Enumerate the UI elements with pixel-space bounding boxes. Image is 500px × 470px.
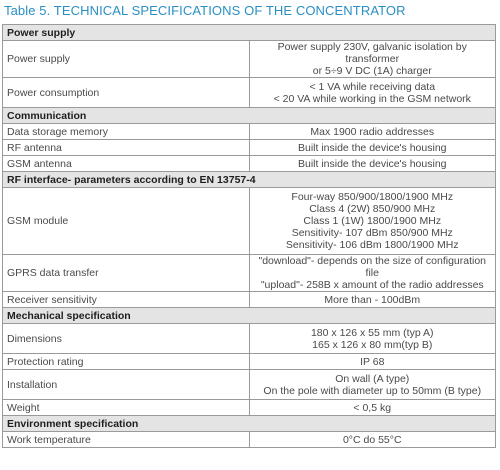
section-heading: RF interface- parameters according to EN 13757-4	[3, 172, 496, 188]
table-row	[3, 156, 496, 172]
row-value	[249, 140, 496, 156]
spec-table	[2, 24, 496, 448]
row-value	[249, 255, 496, 292]
value-line: 0°C do 55°C	[342, 433, 402, 446]
value-line: or 5÷9 V DC (1A) charger	[312, 65, 432, 77]
value-line: < 0,5 kg	[353, 401, 392, 414]
section-header-row	[3, 108, 496, 124]
table-row	[3, 324, 496, 354]
row-label: Power consumption	[3, 78, 250, 108]
table-row	[3, 292, 496, 308]
row-label: Protection rating	[3, 354, 250, 370]
table-row	[3, 124, 496, 140]
row-value	[249, 292, 496, 308]
row-label: GSM module	[3, 188, 250, 255]
section-header-row	[3, 172, 496, 188]
value-line: Built inside the device's housing	[297, 157, 447, 170]
row-label: GSM antenna	[3, 156, 250, 172]
row-label: Receiver sensitivity	[3, 292, 250, 308]
value-line: < 1 VA while receiving data	[309, 80, 436, 93]
section-header-row	[3, 308, 496, 324]
value-line: < 20 VA while working in the GSM network	[273, 92, 471, 105]
value-line: Sensitivity- 107 dBm 850/900 MHz	[291, 227, 453, 239]
value-line: More than - 100dBm	[324, 293, 421, 306]
table-title: Table 5. TECHNICAL SPECIFICATIONS OF THE CONCENTRATOR	[4, 3, 406, 18]
row-label: Power supply	[3, 41, 250, 78]
table-row	[3, 78, 496, 108]
table-row	[3, 140, 496, 156]
section-heading: Environment specification	[3, 416, 496, 432]
row-label: Work temperature	[3, 432, 250, 448]
table-row	[3, 354, 496, 370]
value-line: Four-way 850/900/1800/1900 MHz	[291, 191, 454, 203]
row-label: Dimensions	[3, 324, 250, 354]
row-value	[249, 324, 496, 354]
value-line: On wall (A type)	[335, 372, 410, 385]
section-header-row	[3, 25, 496, 41]
row-value	[249, 354, 496, 370]
value-line: Sensitivity- 106 dBm 1800/1900 MHz	[285, 239, 459, 251]
section-header-row	[3, 416, 496, 432]
value-line: "upload"- 258B x amount of the radio addresses	[260, 279, 484, 291]
row-value	[249, 41, 496, 78]
row-label: Weight	[3, 400, 250, 416]
row-label: GPRS data transfer	[3, 255, 250, 292]
row-value	[249, 188, 496, 255]
row-value	[249, 400, 496, 416]
row-value	[249, 124, 496, 140]
table-row	[3, 255, 496, 292]
table-row	[3, 41, 496, 78]
row-label: Data storage memory	[3, 124, 250, 140]
section-heading: Mechanical specification	[3, 308, 496, 324]
table-row	[3, 400, 496, 416]
section-heading: Power supply	[3, 25, 496, 41]
table-row	[3, 370, 496, 400]
row-label: RF antenna	[3, 140, 250, 156]
section-heading: Communication	[3, 108, 496, 124]
value-line: Class 1 (1W) 1800/1900 MHz	[303, 215, 442, 227]
row-label: Installation	[3, 370, 250, 400]
value-line: Max 1900 radio addresses	[310, 125, 435, 138]
row-value	[249, 432, 496, 448]
value-line: Class 4 (2W) 850/900 MHz	[309, 203, 436, 215]
value-line: IP 68	[360, 355, 385, 368]
row-value	[249, 370, 496, 400]
value-line: Power supply 230V, galvanic isolation by transformer	[277, 41, 467, 65]
table-row	[3, 188, 496, 255]
value-line: On the pole with diameter up to 50mm (B type)	[263, 384, 482, 397]
value-line: "download"- depends on the size of configuration file	[258, 255, 487, 279]
row-value	[249, 156, 496, 172]
table-row	[3, 432, 496, 448]
spec-table-body	[3, 25, 496, 448]
value-line: 165 x 126 x 80 mm(typ B)	[312, 338, 433, 351]
value-line: Built inside the device's housing	[297, 141, 447, 154]
row-value	[249, 78, 496, 108]
value-line: 180 x 126 x 55 mm (typ A)	[310, 326, 434, 339]
